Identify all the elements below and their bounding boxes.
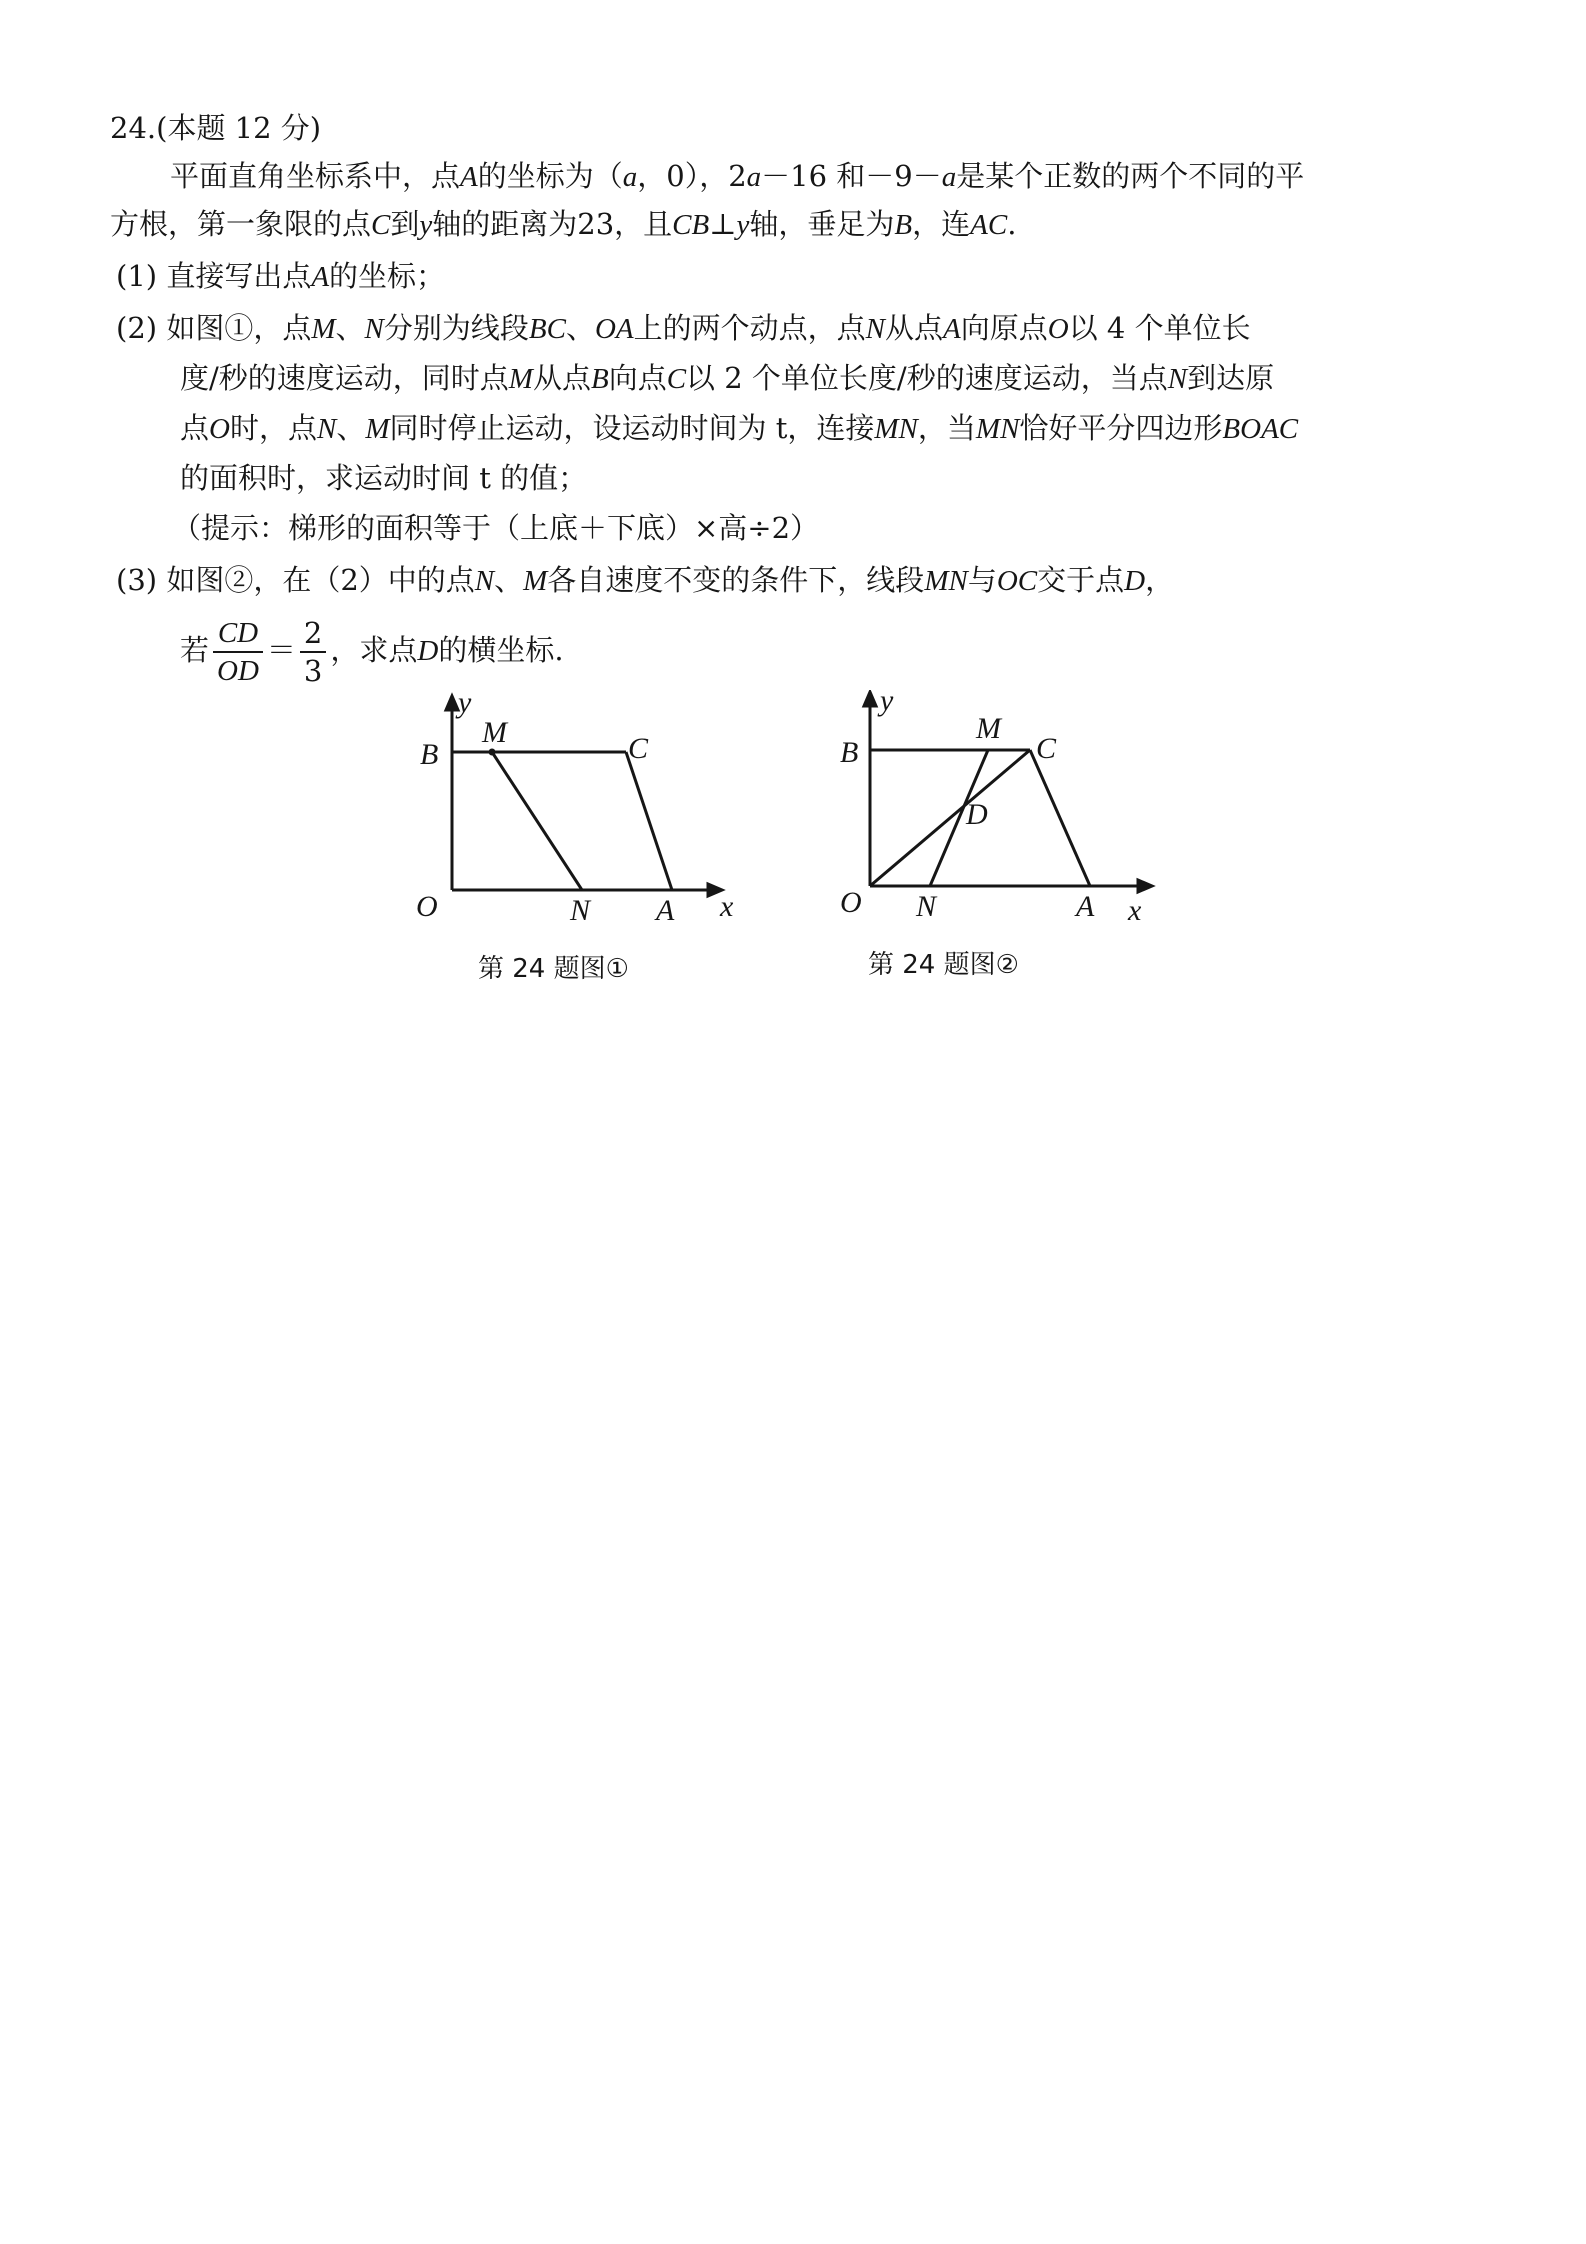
- var: A: [460, 161, 478, 193]
- part-2-line-2: [180, 358, 1274, 399]
- question-header: [110, 108, 321, 148]
- text: ，: [1145, 563, 1175, 597]
- value-fraction: [300, 615, 326, 689]
- var: N: [1167, 363, 1188, 395]
- question-score: (本题 12 分): [156, 111, 322, 145]
- text: ，0），2: [637, 159, 747, 193]
- text: －16 和－9－: [761, 159, 942, 193]
- var: A: [311, 261, 330, 293]
- figure-2-diagram: [830, 690, 1170, 930]
- label-d: D: [966, 798, 988, 831]
- text: 是某个正数的两个不同的平: [956, 159, 1305, 193]
- segment-oc: [870, 750, 1030, 886]
- text: ，连: [912, 207, 971, 241]
- part-3-line-2: [180, 610, 564, 691]
- var: D: [1124, 565, 1146, 597]
- var: a: [941, 161, 957, 193]
- text: ⊥: [709, 207, 737, 241]
- var: MN: [924, 565, 968, 597]
- label-c: C: [628, 732, 649, 765]
- var: a: [622, 161, 638, 193]
- var: CB: [672, 209, 710, 241]
- part-3-line-1: [116, 560, 1174, 601]
- part-2-line-1: [116, 308, 1251, 349]
- text: 轴，垂足为: [749, 207, 895, 241]
- text: 以 2 个单位长度/秒的速度运动，当点: [686, 361, 1168, 395]
- text: 同时停止运动，设运动时间为 t，连接: [389, 411, 875, 445]
- point-m: [489, 749, 496, 756]
- x-axis-arrow: [1138, 880, 1152, 892]
- text: 向原点: [960, 311, 1048, 345]
- part-label: (3): [116, 563, 158, 597]
- part-label: (1): [116, 259, 158, 293]
- var: a: [746, 161, 762, 193]
- text: 点: [180, 411, 210, 445]
- question-number: 24.: [110, 111, 157, 145]
- var: MN: [975, 413, 1020, 445]
- var: y: [419, 209, 433, 241]
- text: 分别为线段: [383, 311, 529, 345]
- label-a: A: [1076, 890, 1095, 923]
- var: BOAC: [1222, 413, 1299, 445]
- part-2-line-3: [180, 408, 1298, 449]
- label-n: N: [916, 890, 937, 923]
- text: 、: [494, 563, 524, 597]
- var: A: [943, 313, 961, 345]
- text: 从点: [884, 311, 943, 345]
- text: 若: [180, 633, 210, 667]
- text: 交于点: [1037, 563, 1125, 597]
- text: 各自速度不变的条件下，线段: [547, 563, 925, 597]
- var: B: [894, 209, 913, 241]
- label-o: O: [416, 890, 438, 923]
- segment-ca: [626, 752, 672, 890]
- ratio-fraction: [213, 615, 263, 689]
- figure-1-diagram: [400, 690, 760, 930]
- var: OC: [996, 565, 1038, 597]
- text: 与: [967, 563, 997, 597]
- var: D: [417, 635, 439, 667]
- equals-sign: ＝: [266, 633, 296, 667]
- var: O: [1047, 313, 1069, 345]
- var: M: [311, 313, 336, 345]
- var: BC: [528, 313, 566, 345]
- label-a: A: [656, 894, 675, 927]
- text: 、: [336, 411, 366, 445]
- label-b: B: [840, 736, 859, 769]
- var: AC: [970, 209, 1008, 241]
- var: OA: [594, 313, 634, 345]
- text: 从点: [532, 361, 591, 395]
- text: 恰好平分四边形: [1019, 411, 1223, 445]
- label-x: x: [1128, 894, 1142, 927]
- text: 如图②，在（2）中的点: [166, 563, 475, 597]
- text: 平面直角坐标系中，点: [170, 159, 461, 193]
- figure-2-caption: 第 24 题图②: [868, 950, 1019, 980]
- part-1: [116, 256, 445, 297]
- label-o: O: [840, 886, 862, 919]
- label-m: M: [976, 712, 1001, 745]
- question-stem-line-1: [170, 156, 1304, 197]
- text: 的坐标；: [329, 259, 446, 293]
- fraction-numerator: CD: [213, 615, 263, 653]
- text: ，求点: [330, 633, 418, 667]
- y-axis-arrow: [446, 696, 458, 710]
- part-2-hint: [172, 508, 819, 548]
- var: N: [316, 413, 337, 445]
- part-label: (2): [116, 311, 158, 345]
- fraction-numerator: 2: [300, 615, 326, 653]
- label-y: y: [880, 690, 894, 717]
- text: 向点: [608, 361, 667, 395]
- question-stem-line-2: [110, 204, 1016, 245]
- text: 到: [390, 207, 420, 241]
- text: 如图①，点: [166, 311, 312, 345]
- var: M: [365, 413, 390, 445]
- text: 的面积时，求运动时间 t 的值；: [180, 461, 588, 495]
- label-c: C: [1036, 732, 1057, 765]
- text: 、: [335, 311, 365, 345]
- segment-ca: [1030, 750, 1090, 886]
- text: ，当: [917, 411, 976, 445]
- text: 到达原: [1187, 361, 1275, 395]
- hint-text: （提示：梯形的面积等于（上底＋下底）×高÷2）: [172, 511, 820, 545]
- part-2-line-4: [180, 458, 587, 498]
- text: 以 4 个单位长: [1068, 311, 1251, 345]
- label-m: M: [482, 716, 507, 749]
- fraction-denominator: 3: [303, 654, 323, 688]
- text: 轴的距离为23，且: [432, 207, 673, 241]
- text: 上的两个动点，点: [633, 311, 866, 345]
- label-n: N: [570, 894, 591, 927]
- segment-mn: [492, 752, 582, 890]
- text: 度/秒的速度运动，同时点: [180, 361, 509, 395]
- var: N: [474, 565, 495, 597]
- figure-1-caption: 第 24 题图①: [478, 954, 629, 984]
- var: C: [666, 363, 687, 395]
- fraction-denominator: OD: [217, 655, 259, 687]
- y-axis-arrow: [864, 692, 876, 706]
- label-b: B: [420, 738, 439, 771]
- text: 方根，第一象限的点: [110, 207, 372, 241]
- var: O: [209, 413, 230, 445]
- var: M: [523, 565, 548, 597]
- text: .: [1007, 207, 1017, 241]
- text: 直接写出点: [166, 259, 312, 293]
- var: B: [590, 363, 609, 395]
- var: N: [364, 313, 384, 345]
- text: 、: [565, 311, 595, 345]
- label-x: x: [720, 890, 734, 923]
- var: M: [508, 363, 533, 395]
- label-y: y: [458, 690, 472, 719]
- var: y: [736, 209, 750, 241]
- text: 的横坐标.: [438, 633, 564, 667]
- var: C: [371, 209, 391, 241]
- text: 的坐标为（: [477, 159, 623, 193]
- text: 时，点: [229, 411, 317, 445]
- var: N: [865, 313, 885, 345]
- var: MN: [874, 413, 918, 445]
